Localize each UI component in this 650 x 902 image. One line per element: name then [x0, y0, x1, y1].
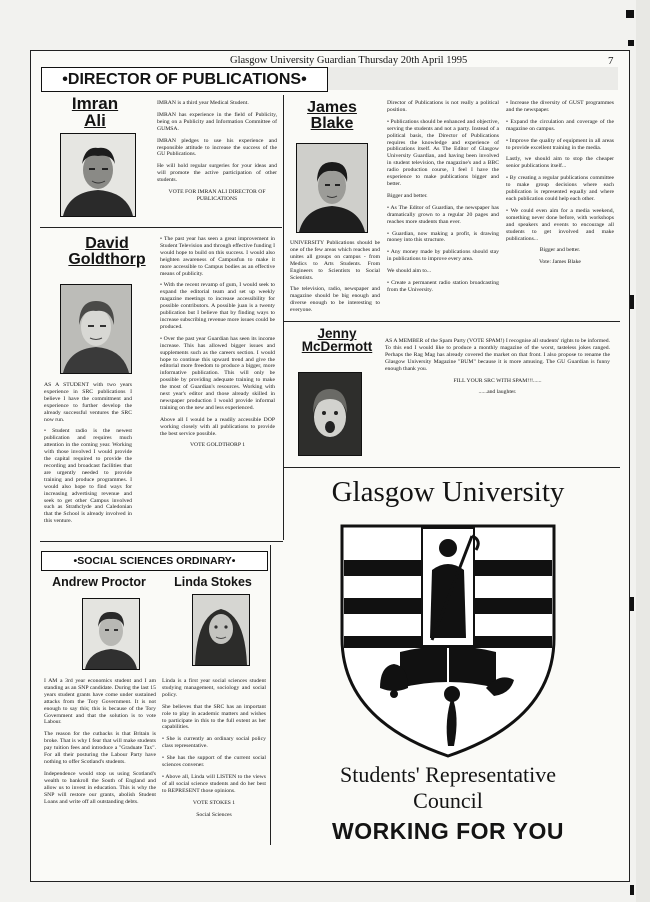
paragraph: The reason for the cutbacks is that Britain is broke. That is why I fear that will make students pay tuition fees and introduce a "Graduate Tax". For all their posturing the Labour Party have nothing to offer Scotland's students. — [44, 731, 156, 765]
photo-andrew-proctor — [82, 598, 140, 670]
name-line: Blake — [310, 114, 354, 132]
vote-line: Vote: James Blake — [539, 259, 581, 266]
paragraph: ......and laughter. — [478, 389, 517, 396]
blake-text-col1 — [290, 240, 380, 319]
paragraph: • Publications should be enhanced and objective, serving the students and not a party. Instead of a political basis, the Director of Publications requires the knowledge and experience of publications itself. As The Editor of Glasgow University Guardian, and having been involved in student television, the magazine's and a BBC radio production course, I feel I have the experience to make publications bigger and better. — [387, 118, 499, 187]
paragraph: • As The Editor of Guardian, the newspaper has dramatically grown to a regular 20 pages and reaches more students than ever. — [387, 204, 499, 225]
name-line: Ali — [84, 110, 106, 130]
paragraph: • Student radio is the newest publication and requires much attention in the coming year. Working with those involved I would provide the capital required to provide the recording and broadcast facilities that are urgently needed to provide training and produce programmes. I would also hope to find ways for increasing advertising revenue and seek to get other Campus involved such as Strathclyde and Caledonian that the School is already involved in this venture. — [44, 428, 132, 525]
paragraph: IMRAN has experience in the field of Publicity, being on a Publicity and Information Committee of GUMSA. — [157, 111, 277, 132]
crop-mark — [626, 10, 634, 18]
paragraph: AS A STUDENT with two years experience in SRC publications I believe I have the commitment and experience to further develop the already successful ventures the SRC now run. — [44, 382, 132, 423]
paragraph: She believes that the SRC has an important role to play in academic matters and wishes to participate in this to the full extent as her capabilities. — [162, 703, 266, 731]
social-sciences-title: •SOCIAL SCIENCES ORDINARY• — [41, 551, 268, 571]
paragraph: • Increase the diversity of GUST programmes and the newspaper. — [506, 100, 614, 113]
advert-slogan: WORKING FOR YOU — [332, 818, 564, 844]
photo-linda-stokes — [192, 594, 250, 666]
page-edge — [636, 0, 650, 902]
paragraph: Above all I would be a readily accessible DOP working closely with all publications to provide the best service possible. — [160, 416, 275, 437]
photo-james-blake — [296, 143, 368, 233]
imran-ali-text — [157, 100, 277, 208]
masthead-line: Glasgow University Guardian Thursday 20th April 1995 — [230, 55, 468, 66]
paragraph: • By creating a regular publications committee to make group decisions where each publication is represented equally and where each publication could help each other. — [506, 175, 614, 202]
photo-david-goldthorp — [60, 284, 132, 374]
column-rule — [270, 545, 271, 845]
row-rule — [284, 467, 620, 468]
paragraph: AS A MEMBER of the Spam Party (VOTE SPAM!) I recognise all students' rights to be informed. To this end I would like to produce a monthly magazine of the worst, tasteless jokes ranged. Perhaps the Rag Mag has already covered the market on that front. I also propose to rename the Glasgow University Magazine "BUM" because it is more amusing. The GU Guardian is funny enough thank you. — [385, 338, 610, 372]
candidate-name-david-goldthorp — [48, 236, 166, 267]
paragraph: • With the recent revamp of gum, I would seek to expand the editorial team and set up weekly magazine meetings to increase accessibility for possible contributors. A possible juan is a twenty publication but I believe that by finding ways to increase subscribing revenue more issues could be produced. — [160, 282, 275, 330]
stokes-text — [162, 678, 266, 824]
candidate-name-linda-stokes: Linda Stokes — [174, 575, 252, 589]
paragraph: The television, radio, newspaper and magazine should be big enough and diverse enough to be interesting to everyone. — [290, 286, 380, 314]
council-line: Council — [413, 788, 483, 813]
paragraph: • Any money made by publications should stay in publications to improve every area. — [387, 249, 499, 263]
crop-mark — [628, 40, 634, 46]
candidate-name-james-blake — [292, 100, 372, 131]
row-rule — [40, 227, 282, 228]
section-title: •DIRECTOR OF PUBLICATIONS• — [41, 67, 328, 92]
name-line: Imran — [71, 94, 119, 113]
page-number: 7 — [608, 55, 614, 67]
banner-fade — [328, 67, 618, 90]
name-line: James — [307, 99, 357, 116]
paragraph: • The past year has seen a great improvement in Student Television and through effective funding I would hope to build on this success. I would also heighten awareness of Campusfun to make it more accessible to Campus bodies as an effective means of publicity. — [160, 236, 275, 277]
goldthorp-text-left — [44, 382, 132, 530]
crop-mark — [630, 885, 634, 895]
paragraph: • Improve the quality of equipment in all areas to provide excellent training in the media. — [506, 137, 614, 151]
name-line: David — [85, 235, 129, 252]
mcdermott-text — [385, 338, 610, 401]
paragraph: Independence would stop us using Scotland's wealth to bankroll the South of England and allow us to invest in education. This is why the SNP will restore our grants, abolish Student Loans and write off all outstanding debts. — [44, 770, 156, 805]
paragraph: Linda is a first year social sciences student studying management, sociology and social policy. — [162, 678, 266, 698]
paragraph: I AM a 3rd year economics student and I am standing as an SNP candidate. During the last 15 years student grants have come under sustained attacks from the Tory Government. It is not enough to say this; this is because of the Tory Government and that the solution is to vote Labour. — [44, 678, 156, 726]
goldthorp-text-right — [160, 236, 275, 454]
vote-line: VOTE STOKES 1 — [192, 799, 236, 806]
vote-line: VOTE FOR IMRAN ALI DIRECTOR OF PUBLICATIONS — [168, 189, 266, 202]
paragraph: • She is currently an ordinary social policy class representative. — [162, 736, 266, 750]
advert-university-name: Glasgow University — [331, 476, 565, 508]
paragraph: He will hold regular surgeries for your ideas and will promote the active participation of other students. — [157, 163, 277, 184]
name-line: Jenny — [317, 326, 357, 341]
signoff: Social Sciences — [196, 811, 232, 818]
vote-line: VOTE GOLDTHORP 1 — [189, 442, 246, 449]
paragraph: IMRAN pledges to use his experience and responsible attitude to increase the success of the GU Publications. — [157, 137, 277, 158]
paragraph: Bigger and better. — [539, 247, 581, 254]
candidate-name-imran-ali — [50, 96, 140, 129]
blake-text-col2 — [387, 100, 499, 299]
photo-imran-ali — [60, 133, 136, 217]
university-crest-icon — [328, 520, 568, 760]
advert-council-name — [283, 762, 613, 814]
paragraph: • We could even aim for a media weekend, something never done before, with workshops and speakers and events to encourage all students to get involved and make publications... — [506, 207, 614, 242]
paragraph: FILL YOUR SRC WITH SPAM!!!...... — [453, 377, 542, 384]
blake-text-col3 — [506, 100, 614, 271]
paragraph: • Expand the circulation and coverage of the magazine on campus. — [506, 118, 614, 132]
crop-mark — [630, 597, 634, 611]
paragraph: • Create a permanent radio station broadcasting from the University. — [387, 280, 499, 293]
crop-mark — [630, 295, 634, 309]
paragraph: • Above all, Linda will LISTEN to the views of all social science students and do her best to REPRESENT those opinions. — [162, 773, 266, 794]
council-line: Students' Representative — [340, 762, 556, 787]
paragraph: Bigger and better. — [387, 192, 428, 199]
name-line: Goldthorp — [68, 250, 146, 268]
row-rule — [284, 321, 620, 322]
paragraph: UNIVERSITY Publications should be one of the few areas which reaches and unites all groups on campus - from Medics to Arts Students. From Engineers to Scientists to Social Scientists. — [290, 240, 380, 281]
column-rule — [283, 95, 284, 540]
candidate-name-jenny-mcdermott — [296, 327, 378, 353]
paragraph: • Over the past year Guardian has seen its income increase. This has allowed bigger issues and supplements such as the careers section. I would hope to continue this upward trend and give the editorial more freedom to produce a bigger, more informative publication. This will only be possible by providing adequate training to make the most of Guardian's resources. Working with next year's editor and those already skilled in newspaper production I would provide informal training on the new and less experienced. — [160, 335, 275, 411]
paragraph: • Guardian, now making a profit, is drawing money into this structure. — [387, 230, 499, 244]
proctor-text — [44, 678, 156, 810]
photo-jenny-mcdermott — [298, 372, 362, 456]
name-line: McDermott — [301, 339, 373, 355]
paragraph: IMRAN is a third year Medical Student. — [157, 100, 249, 106]
paragraph: • She has the support of the current social sciences convener. — [162, 755, 266, 769]
paragraph: Director of Publications is not really a political position. — [387, 100, 499, 113]
candidate-name-andrew-proctor: Andrew Proctor — [52, 575, 146, 589]
paragraph: We should aim to... — [387, 268, 432, 275]
row-rule — [40, 541, 283, 542]
paragraph: Lastly, we should aim to stop the cheaper senior publications itself... — [506, 156, 614, 170]
